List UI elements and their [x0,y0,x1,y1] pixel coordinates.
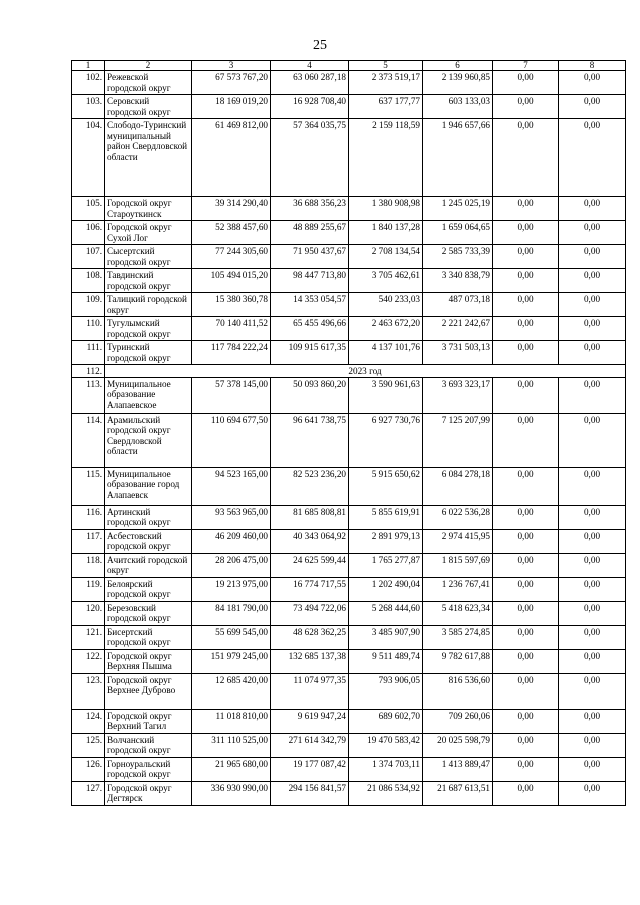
table-row [72,709,626,733]
value-col8: 0,00 [559,269,626,293]
row-number: 121. [72,625,105,649]
value-col8: 0,00 [559,553,626,577]
value-col4: 57 364 035,75 [271,119,349,197]
value-col3: 94 523 165,00 [192,467,271,505]
value-col7: 0,00 [493,413,559,467]
value-col5: 2 708 134,54 [349,245,423,269]
value-col7: 0,00 [493,505,559,529]
value-col5: 4 137 101,76 [349,341,423,365]
table-row [72,317,626,341]
value-col7: 0,00 [493,119,559,197]
value-col3: 19 213 975,00 [192,577,271,601]
value-col5: 637 177,77 [349,95,423,119]
row-number: 122. [72,649,105,673]
value-col8: 0,00 [559,95,626,119]
table-row [72,377,626,413]
value-col5: 1 380 908,98 [349,197,423,221]
value-col7: 0,00 [493,71,559,95]
table-row [72,529,626,553]
row-number: 112. [72,365,105,378]
value-col7: 0,00 [493,197,559,221]
value-col3: 117 784 222,24 [192,341,271,365]
value-col6: 9 782 617,88 [423,649,493,673]
value-col6: 709 260,06 [423,709,493,733]
value-col5: 3 485 907,90 [349,625,423,649]
value-col7: 0,00 [493,625,559,649]
value-col7: 0,00 [493,577,559,601]
value-col5: 3 590 961,63 [349,377,423,413]
value-col7: 0,00 [493,269,559,293]
table-row [72,649,626,673]
value-col8: 0,00 [559,781,626,805]
table-row [72,757,626,781]
table-row [72,293,626,317]
row-number: 115. [72,467,105,505]
municipality-name: Ачитский городской округ [105,553,192,577]
value-col4: 50 093 860,20 [271,377,349,413]
value-col3: 39 314 290,40 [192,197,271,221]
value-col8: 0,00 [559,119,626,197]
municipality-name: Бисертский городской округ [105,625,192,649]
value-col4: 96 641 738,75 [271,413,349,467]
table-row [72,577,626,601]
municipality-name: Тугулымский городской округ [105,317,192,341]
row-number: 118. [72,553,105,577]
value-col6: 1 815 597,69 [423,553,493,577]
table-row [72,245,626,269]
value-col7: 0,00 [493,733,559,757]
value-col7: 0,00 [493,245,559,269]
value-col5: 5 915 650,62 [349,467,423,505]
municipality-name: Муниципальное образование Алапаевское [105,377,192,413]
value-col4: 16 774 717,55 [271,577,349,601]
value-col6: 1 245 025,19 [423,197,493,221]
value-col8: 0,00 [559,341,626,365]
row-number: 117. [72,529,105,553]
column-header: 7 [493,61,559,71]
value-col6: 3 585 274,85 [423,625,493,649]
value-col8: 0,00 [559,709,626,733]
value-col7: 0,00 [493,529,559,553]
row-number: 103. [72,95,105,119]
municipality-name: Режевской городской округ [105,71,192,95]
value-col5: 1 202 490,04 [349,577,423,601]
value-col3: 46 209 460,00 [192,529,271,553]
value-col6: 3 731 503,13 [423,341,493,365]
row-number: 109. [72,293,105,317]
municipality-name: Горноуральский городской округ [105,757,192,781]
column-header: 2 [105,61,192,71]
value-col6: 603 133,03 [423,95,493,119]
value-col4: 19 177 087,42 [271,757,349,781]
value-col8: 0,00 [559,505,626,529]
value-col3: 77 244 305,60 [192,245,271,269]
value-col4: 71 950 437,67 [271,245,349,269]
row-number: 119. [72,577,105,601]
value-col7: 0,00 [493,553,559,577]
value-col5: 19 470 583,42 [349,733,423,757]
municipality-name: Арамильский городской округ Свердловской области [105,413,192,467]
value-col8: 0,00 [559,625,626,649]
value-col5: 2 159 118,59 [349,119,423,197]
value-col3: 336 930 990,00 [192,781,271,805]
value-col6: 2 139 960,85 [423,71,493,95]
row-number: 123. [72,673,105,709]
municipality-name: Городской округ Дегтярск [105,781,192,805]
row-number: 110. [72,317,105,341]
value-col5: 689 602,70 [349,709,423,733]
value-col3: 151 979 245,00 [192,649,271,673]
value-col6: 2 221 242,67 [423,317,493,341]
value-col4: 81 685 808,81 [271,505,349,529]
table-row [72,781,626,805]
value-col7: 0,00 [493,293,559,317]
table-row [72,673,626,709]
value-col7: 0,00 [493,317,559,341]
value-col5: 21 086 534,92 [349,781,423,805]
municipality-name: Тавдинский городской округ [105,269,192,293]
municipality-name: Асбестовский городской округ [105,529,192,553]
value-col8: 0,00 [559,377,626,413]
value-col8: 0,00 [559,649,626,673]
value-col6: 1 236 767,41 [423,577,493,601]
row-number: 111. [72,341,105,365]
value-col3: 67 573 767,20 [192,71,271,95]
value-col5: 793 906,05 [349,673,423,709]
row-number: 124. [72,709,105,733]
municipality-name: Волчанский городской округ [105,733,192,757]
year-label: 2023 год [105,365,626,378]
table-row [72,95,626,119]
table-row [72,269,626,293]
value-col8: 0,00 [559,71,626,95]
value-col3: 311 110 525,00 [192,733,271,757]
value-col4: 109 915 617,35 [271,341,349,365]
column-header: 6 [423,61,493,71]
value-col6: 7 125 207,99 [423,413,493,467]
value-col4: 98 447 713,80 [271,269,349,293]
value-col6: 1 659 064,65 [423,221,493,245]
value-col6: 5 418 623,34 [423,601,493,625]
value-col4: 24 625 599,44 [271,553,349,577]
table-row [72,119,626,197]
value-col4: 9 619 947,24 [271,709,349,733]
value-col4: 65 455 496,66 [271,317,349,341]
row-number: 116. [72,505,105,529]
value-col3: 84 181 790,00 [192,601,271,625]
row-number: 127. [72,781,105,805]
value-col5: 9 511 489,74 [349,649,423,673]
municipality-name: Туринский городской округ [105,341,192,365]
table-row [72,467,626,505]
municipality-name: Городской округ Верхняя Пышма [105,649,192,673]
value-col3: 18 169 019,20 [192,95,271,119]
value-col4: 294 156 841,57 [271,781,349,805]
value-col4: 132 685 137,38 [271,649,349,673]
value-col4: 271 614 342,79 [271,733,349,757]
table-row [72,221,626,245]
row-number: 125. [72,733,105,757]
column-header: 5 [349,61,423,71]
value-col4: 36 688 356,23 [271,197,349,221]
table-row [72,71,626,95]
row-number: 120. [72,601,105,625]
value-col7: 0,00 [493,781,559,805]
value-col5: 5 855 619,91 [349,505,423,529]
value-col8: 0,00 [559,467,626,505]
value-col3: 21 965 680,00 [192,757,271,781]
value-col6: 2 585 733,39 [423,245,493,269]
municipality-name: Муниципальное образование город Алапаевск [105,467,192,505]
value-col5: 3 705 462,61 [349,269,423,293]
table-row [72,553,626,577]
value-col6: 3 693 323,17 [423,377,493,413]
value-col7: 0,00 [493,341,559,365]
value-col7: 0,00 [493,221,559,245]
column-header-row [72,61,626,71]
value-col5: 2 373 519,17 [349,71,423,95]
municipality-name: Талицкий городской округ [105,293,192,317]
value-col7: 0,00 [493,95,559,119]
value-col7: 0,00 [493,377,559,413]
municipality-name: Березовский городской округ [105,601,192,625]
value-col6: 1 946 657,66 [423,119,493,197]
value-col4: 48 889 255,67 [271,221,349,245]
value-col8: 0,00 [559,757,626,781]
row-number: 126. [72,757,105,781]
value-col4: 63 060 287,18 [271,71,349,95]
value-col4: 73 494 722,06 [271,601,349,625]
value-col5: 6 927 730,76 [349,413,423,467]
value-col3: 55 699 545,00 [192,625,271,649]
row-number: 106. [72,221,105,245]
value-col7: 0,00 [493,709,559,733]
table-row [72,733,626,757]
value-col6: 1 413 889,47 [423,757,493,781]
value-col4: 11 074 977,35 [271,673,349,709]
column-header: 4 [271,61,349,71]
value-col5: 1 840 137,28 [349,221,423,245]
value-col8: 0,00 [559,733,626,757]
page-number: 25 [313,38,327,53]
column-header: 1 [72,61,105,71]
table-row [72,197,626,221]
value-col3: 52 388 457,60 [192,221,271,245]
table-row [72,505,626,529]
value-col7: 0,00 [493,467,559,505]
value-col8: 0,00 [559,197,626,221]
value-col5: 2 463 672,20 [349,317,423,341]
value-col3: 70 140 411,52 [192,317,271,341]
municipality-name: Городской округ Верхнее Дуброво [105,673,192,709]
data-table [71,60,626,806]
value-col3: 110 694 677,50 [192,413,271,467]
row-number: 104. [72,119,105,197]
municipality-name: Городской округ Верхний Тагил [105,709,192,733]
municipality-name: Серовский городской округ [105,95,192,119]
value-col4: 16 928 708,40 [271,95,349,119]
value-col8: 0,00 [559,317,626,341]
value-col6: 21 687 613,51 [423,781,493,805]
value-col4: 48 628 362,25 [271,625,349,649]
year-row [72,365,626,378]
value-col3: 61 469 812,00 [192,119,271,197]
value-col5: 5 268 444,60 [349,601,423,625]
value-col5: 2 891 979,13 [349,529,423,553]
value-col7: 0,00 [493,649,559,673]
column-header: 3 [192,61,271,71]
value-col6: 2 974 415,95 [423,529,493,553]
row-number: 113. [72,377,105,413]
value-col3: 57 378 145,00 [192,377,271,413]
value-col3: 15 380 360,78 [192,293,271,317]
row-number: 114. [72,413,105,467]
value-col6: 20 025 598,79 [423,733,493,757]
value-col3: 93 563 965,00 [192,505,271,529]
municipality-name: Белоярский городской округ [105,577,192,601]
municipality-name: Городской округ Сухой Лог [105,221,192,245]
table-row [72,341,626,365]
value-col7: 0,00 [493,757,559,781]
municipality-name: Сысертский городской округ [105,245,192,269]
value-col8: 0,00 [559,577,626,601]
value-col8: 0,00 [559,413,626,467]
value-col8: 0,00 [559,673,626,709]
value-col8: 0,00 [559,221,626,245]
value-col6: 6 022 536,28 [423,505,493,529]
table-body [72,61,626,806]
row-number: 107. [72,245,105,269]
value-col5: 540 233,03 [349,293,423,317]
value-col8: 0,00 [559,601,626,625]
value-col6: 816 536,60 [423,673,493,709]
value-col5: 1 765 277,87 [349,553,423,577]
value-col7: 0,00 [493,673,559,709]
value-col6: 3 340 838,79 [423,269,493,293]
municipality-name: Городской округ Староуткинск [105,197,192,221]
value-col4: 14 353 054,57 [271,293,349,317]
value-col7: 0,00 [493,601,559,625]
value-col3: 12 685 420,00 [192,673,271,709]
table-row [72,601,626,625]
value-col8: 0,00 [559,245,626,269]
value-col4: 40 343 064,92 [271,529,349,553]
value-col5: 1 374 703,11 [349,757,423,781]
table-row [72,413,626,467]
row-number: 102. [72,71,105,95]
municipality-name: Слободо-Туринский муниципальный район Свердловской области [105,119,192,197]
value-col8: 0,00 [559,529,626,553]
value-col8: 0,00 [559,293,626,317]
value-col6: 6 084 278,18 [423,467,493,505]
value-col3: 28 206 475,00 [192,553,271,577]
value-col6: 487 073,18 [423,293,493,317]
municipality-name: Артинский городской округ [105,505,192,529]
column-header: 8 [559,61,626,71]
table-row [72,625,626,649]
value-col3: 105 494 015,20 [192,269,271,293]
value-col3: 11 018 810,00 [192,709,271,733]
value-col4: 82 523 236,20 [271,467,349,505]
row-number: 108. [72,269,105,293]
row-number: 105. [72,197,105,221]
